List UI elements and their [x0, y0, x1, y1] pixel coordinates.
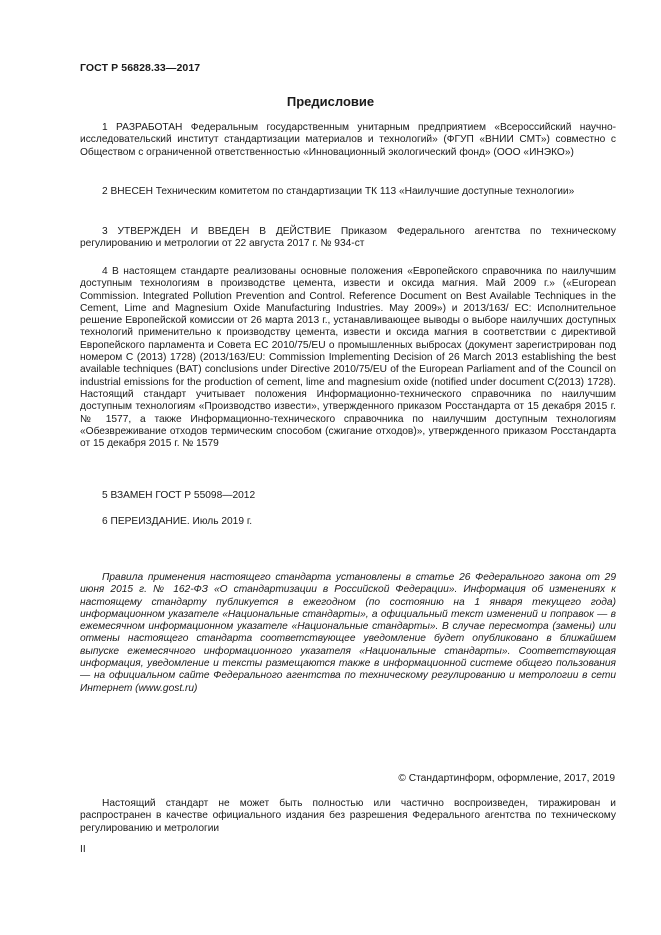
reproduction-text: Настоящий стандарт не может быть полностью или частично воспроизведен, тиражирован и распространен в качестве официального издания без разрешения Федерального агентства по техническому регулированию и метрологии — [80, 798, 616, 834]
paragraph-text: 5 ВЗАМЕН ГОСТ Р 55098—2012 — [102, 490, 256, 501]
standard-application-notice — [80, 572, 616, 695]
page-number: II — [80, 844, 86, 855]
paragraph-2 — [80, 186, 616, 198]
reproduction-notice — [80, 798, 616, 835]
paragraph-text: 4 В настоящем стандарте реализованы основные положения «Европейского справочника по наилучшим доступным технологиям в производстве цемента, извести и оксида магния. Май 2009 г.» («European Commission. Integrated Pollution Prevention and Control. Reference Document on Best Available Techniques in the Cement, Lime and Magnesium Oxide Manufacturing Industries. May 2009») и 2013/163/ ЕС: Исполнительное решение Европейской комиссии от 26 марта 2013 г., устанавливающее выводы о выборе наилучших доступных технологий применительно к производству цемента, извести и оксида магния в соответствии с директивой Европейского парламента и Совета ЕС 2010/75/EU о промышленных выбросах (документ зарегистрирован под номером С (2013) 1728) (2013/163/EU: Commission Implementing Decision of 26 March 2013 establishing the best available techniques (BAT) conclusions under Directive 2010/75/EU of the European Parliament and of the Council on industrial emissions for the production of cement, lime and magnesium oxide (notified under document C(2013) 1728). Настоящий стандарт учитывает положения Информационно-технического справочника по наилучшим доступным технологиям «Производство извести», утвержденного приказом Росстандарта от 15 декабря 2015 г. № 1577, а также Информационно-технического справочника по наилучшим доступным технологиям «Обезвреживание отходов термическим способом (сжигание отходов)», утвержденного приказом Росстандарта от 15 декабря 2015 г. № 1579 — [80, 266, 616, 450]
paragraph-text: 3 УТВЕРЖДЕН И ВВЕДЕН В ДЕЙСТВИЕ Приказом Федерального агентства по техническому регулированию и метрологии от 22 августа 2017 г. № 934-ст — [80, 226, 616, 250]
paragraph-3 — [80, 226, 616, 251]
paragraph-1 — [80, 122, 616, 159]
paragraph-text: 2 ВНЕСЕН Техническим комитетом по стандартизации ТК 113 «Наилучшие доступные технологии» — [102, 186, 575, 197]
paragraph-4 — [80, 266, 616, 450]
paragraph-text: 6 ПЕРЕИЗДАНИЕ. Июль 2019 г. — [102, 516, 253, 527]
copyright-line: © Стандартинформ, оформление, 2017, 2019 — [398, 773, 615, 784]
paragraph-text: 1 РАЗРАБОТАН Федеральным государственным унитарным предприятием «Всероссийский научно-исследовательский институт стандартизации материалов и технологий» (ФГУП «ВНИИ СМТ») совместно с Обществом с ограниченной ответственностью «Инновационный экологический фонд» (ООО «ИНЭКО») — [80, 122, 616, 158]
document-code-header: ГОСТ Р 56828.33—2017 — [80, 62, 201, 74]
paragraph-6 — [80, 516, 616, 528]
notice-text: Правила применения настоящего стандарта установлены в статье 26 Федерального закона от 29 июня 2015 г. № 162-ФЗ «О стандартизации в Российской Федерации». Информация об изменениях к настоящему стандарту публикуется в ежегодном (по состоянию на 1 января текущего года) информационном указателе «Национальные стандарты», а официальный текст изменений и поправок — в ежемесячном информационном указателе «Национальные стандарты». В случае пересмотра (замены) или отмены настоящего стандарта соответствующее уведомление будет опубликовано в ближайшем выпуске ежемесячного информационного указателя «Национальные стандарты». Соответствующая информация, уведомление и тексты размещаются также в информационной системе общего пользования — на официальном сайте Федерального агентства по техническому регулированию и метрологии в сети Интернет (www.gost.ru) — [80, 572, 616, 694]
section-title: Предисловие — [286, 94, 375, 109]
paragraph-5 — [80, 490, 616, 502]
